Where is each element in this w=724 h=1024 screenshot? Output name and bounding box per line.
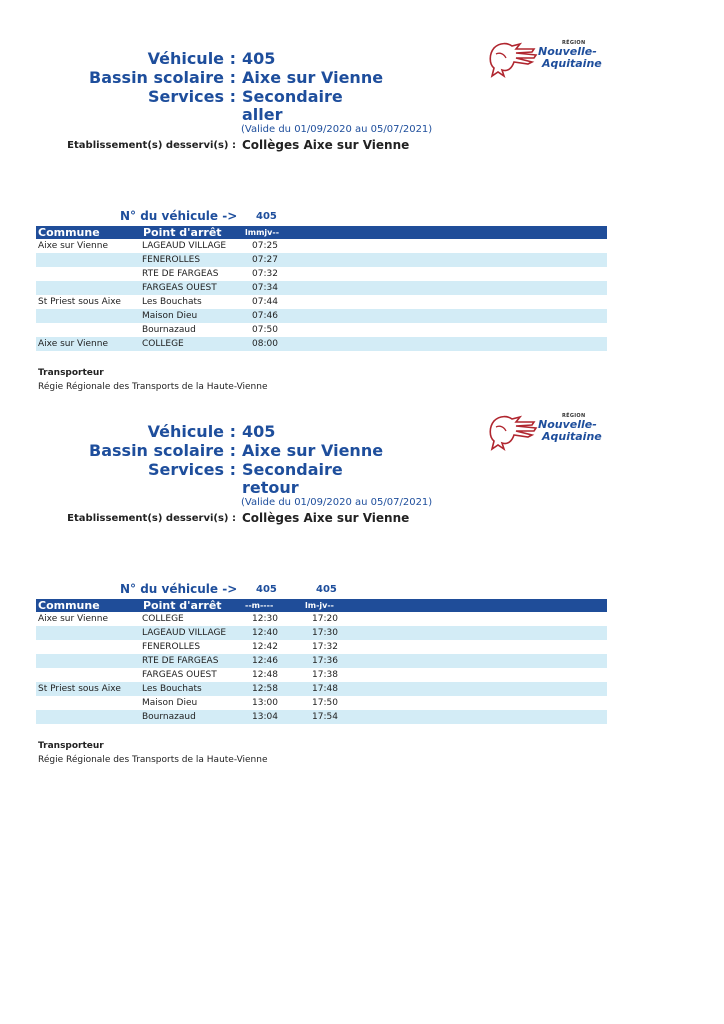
table-row (36, 337, 607, 351)
table-header (36, 599, 607, 612)
cell-time: 12:40 (252, 628, 278, 638)
cell-point-arret: FARGEAS OUEST (142, 670, 217, 680)
cell-time: 13:04 (252, 712, 278, 722)
header-point-arret: Point d'arrêt (143, 226, 222, 239)
transporteur-label: Transporteur (38, 741, 104, 751)
cell-time: 07:25 (252, 241, 278, 251)
region-logo (486, 413, 606, 455)
etablissement-value: Collèges Aixe sur Vienne (242, 511, 410, 525)
cell-time: 12:42 (252, 642, 278, 652)
table-row (36, 267, 607, 281)
bassin-label: Bassin scolaire : (89, 441, 236, 460)
cell-time: 12:58 (252, 684, 278, 694)
logo-region-text: RÉGION (562, 40, 586, 46)
direction-label: aller (242, 105, 283, 124)
header-days: --m---- (245, 601, 274, 610)
table-row (36, 654, 607, 668)
cell-time: 17:38 (312, 670, 338, 680)
cell-time: 17:54 (312, 712, 338, 722)
cell-point-arret: FENEROLLES (142, 642, 201, 652)
table-row (36, 682, 607, 696)
table-row (36, 281, 607, 295)
services-label: Services : (147, 87, 236, 106)
cell-point-arret: Bournazaud (142, 325, 196, 335)
table-row (36, 640, 607, 654)
cell-point-arret: COLLEGE (142, 614, 184, 624)
transporteur-value: Régie Régionale des Transports de la Haute-Vienne (38, 382, 268, 392)
cell-point-arret: LAGEAUD VILLAGE (142, 241, 227, 251)
cell-point-arret: RTE DE FARGEAS (142, 656, 219, 666)
cell-commune: Aixe sur Vienne (38, 339, 109, 349)
logo-name-line1: Nouvelle- (538, 418, 597, 431)
transporteur-value: Régie Régionale des Transports de la Haute-Vienne (38, 755, 268, 765)
cell-commune: St Priest sous Aixe (38, 684, 121, 694)
cell-commune: St Priest sous Aixe (38, 297, 121, 307)
vehicle-number: 405 (316, 584, 337, 595)
cell-time: 07:27 (252, 255, 278, 265)
cell-time: 17:20 (312, 614, 338, 624)
cell-time: 17:32 (312, 642, 338, 652)
cell-time: 17:50 (312, 698, 338, 708)
cell-point-arret: LAGEAUD VILLAGE (142, 628, 227, 638)
table-row (36, 612, 607, 626)
cell-point-arret: FARGEAS OUEST (142, 283, 217, 293)
cell-time: 12:48 (252, 670, 278, 680)
table-row (36, 295, 607, 309)
cell-time: 07:34 (252, 283, 278, 293)
header-days: lmmjv-- (245, 228, 280, 237)
bassin-label: Bassin scolaire : (89, 68, 236, 87)
cell-time: 07:46 (252, 311, 278, 321)
cell-commune: Aixe sur Vienne (38, 241, 109, 251)
logo-name-line2: Aquitaine (542, 430, 602, 443)
table-row (36, 323, 607, 337)
vehicule-value: 405 (242, 422, 276, 441)
cell-time: 07:32 (252, 269, 278, 279)
cell-time: 17:48 (312, 684, 338, 694)
cell-time: 17:36 (312, 656, 338, 666)
direction-label: retour (242, 478, 299, 497)
table-row (36, 309, 607, 323)
region-logo (486, 40, 606, 82)
lion-emblem-icon (486, 40, 542, 80)
cell-commune: Aixe sur Vienne (38, 614, 109, 624)
header-point-arret: Point d'arrêt (143, 599, 222, 612)
services-label: Services : (147, 460, 236, 479)
table-row (36, 626, 607, 640)
schedule-section (0, 373, 724, 765)
vehicle-number: 405 (256, 211, 277, 222)
lion-emblem-icon (486, 413, 542, 453)
logo-region-text: RÉGION (562, 413, 586, 419)
bassin-value: Aixe sur Vienne (242, 441, 384, 460)
header-days: lm-jv-- (305, 601, 334, 610)
cell-point-arret: Maison Dieu (142, 698, 198, 708)
vehicle-number-label: N° du véhicule -> (120, 209, 238, 223)
header-commune: Commune (38, 226, 100, 239)
services-value: Secondaire (242, 87, 343, 106)
table-row (36, 668, 607, 682)
bassin-value: Aixe sur Vienne (242, 68, 384, 87)
cell-point-arret: Bournazaud (142, 712, 196, 722)
table-header (36, 226, 607, 239)
vehicle-number-label: N° du véhicule -> (120, 582, 238, 596)
cell-point-arret: FENEROLLES (142, 255, 201, 265)
table-row (36, 253, 607, 267)
etablissement-label: Etablissement(s) desservi(s) : (67, 513, 236, 524)
header-commune: Commune (38, 599, 100, 612)
table-row (36, 696, 607, 710)
logo-name-line1: Nouvelle- (538, 45, 597, 58)
cell-time: 07:44 (252, 297, 278, 307)
cell-time: 12:46 (252, 656, 278, 666)
etablissement-label: Etablissement(s) desservi(s) : (67, 140, 236, 151)
logo-name-line2: Aquitaine (542, 57, 602, 70)
cell-time: 08:00 (252, 339, 278, 349)
cell-time: 07:50 (252, 325, 278, 335)
vehicule-label: Véhicule : (147, 49, 236, 68)
cell-point-arret: Maison Dieu (142, 311, 198, 321)
cell-time: 12:30 (252, 614, 278, 624)
vehicle-number: 405 (256, 584, 277, 595)
table-row (36, 710, 607, 724)
etablissement-value: Collèges Aixe sur Vienne (242, 138, 410, 152)
schedule-section (0, 0, 724, 392)
validity-period: (Valide du 01/09/2020 au 05/07/2021) (241, 124, 433, 135)
cell-time: 13:00 (252, 698, 278, 708)
validity-period: (Valide du 01/09/2020 au 05/07/2021) (241, 497, 433, 508)
cell-point-arret: Les Bouchats (142, 297, 202, 307)
transporteur-label: Transporteur (38, 368, 104, 378)
cell-time: 17:30 (312, 628, 338, 638)
vehicule-label: Véhicule : (147, 422, 236, 441)
cell-point-arret: RTE DE FARGEAS (142, 269, 219, 279)
vehicule-value: 405 (242, 49, 276, 68)
table-row (36, 239, 607, 253)
cell-point-arret: Les Bouchats (142, 684, 202, 694)
services-value: Secondaire (242, 460, 343, 479)
cell-point-arret: COLLEGE (142, 339, 184, 349)
